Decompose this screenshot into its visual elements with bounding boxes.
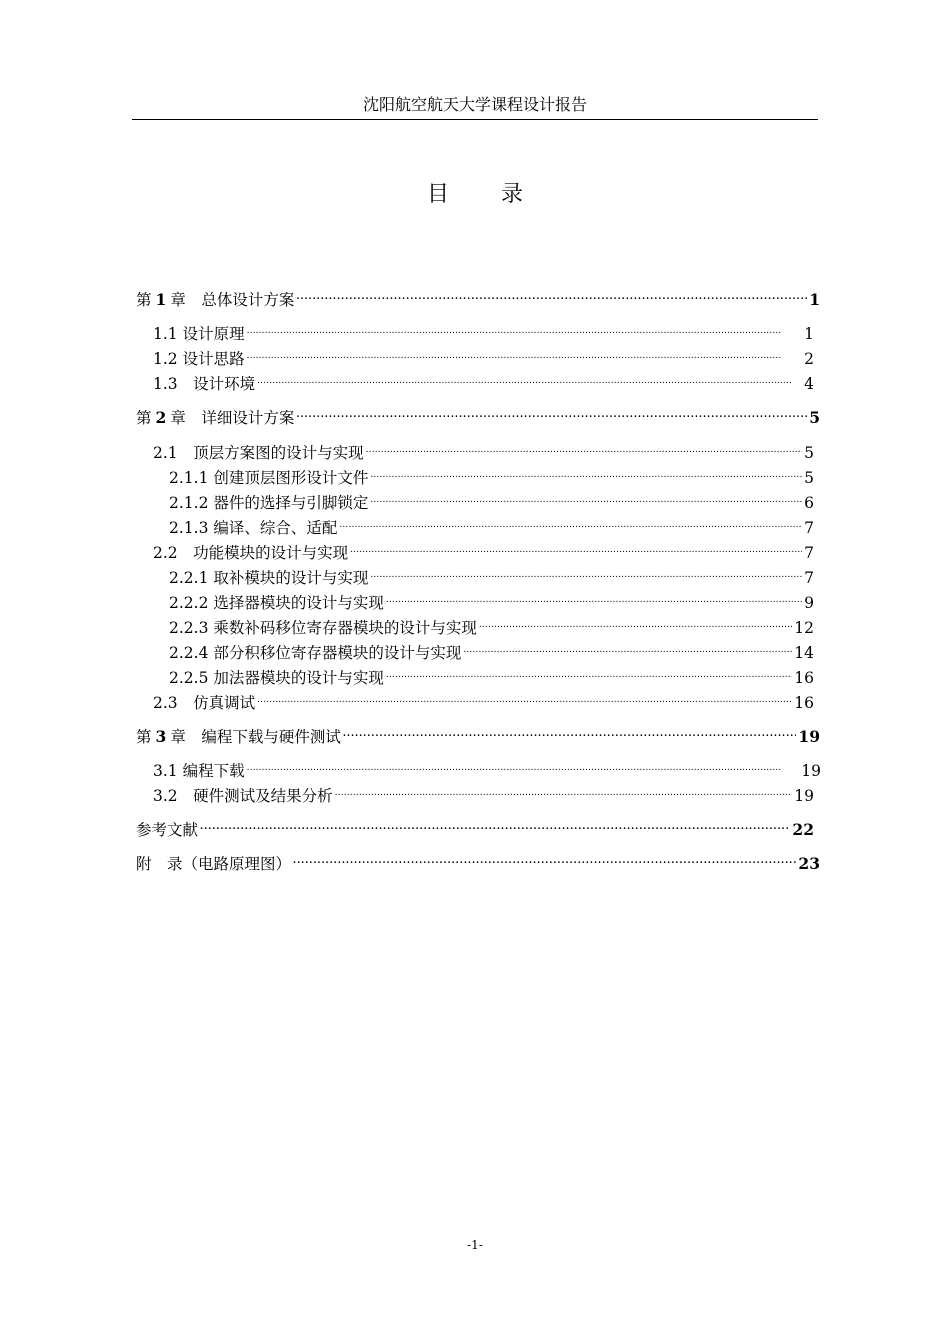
dot-leader	[296, 283, 807, 305]
dot-leader	[339, 511, 802, 533]
dot-leader	[386, 661, 792, 683]
dot-leader	[247, 342, 803, 364]
toc-entry-label: 参考文献	[136, 821, 199, 839]
toc-entry-label: 2.3 仿真调试	[153, 694, 256, 712]
dot-leader	[370, 561, 802, 583]
page-header: 沈阳航空航天大学课程设计报告	[362, 95, 587, 114]
toc-entry-label: 2.1.1 创建顶层图形设计文件	[169, 469, 369, 487]
toc-entry-label: 2.1 顶层方案图的设计与实现	[153, 444, 364, 462]
page-number: -1-	[467, 1238, 483, 1252]
toc-entry-chapter-3[interactable]	[136, 720, 820, 746]
toc-entry-page: 7	[804, 569, 814, 587]
toc-entry-label: 附 录（电路原理图）	[136, 855, 292, 873]
dot-leader	[296, 401, 807, 423]
dot-leader	[479, 611, 792, 633]
toc-entry-2-2-5[interactable]	[169, 661, 814, 687]
dot-leader	[247, 317, 803, 339]
toc-entry-page: 1	[809, 290, 820, 309]
toc-entry-page: 16	[794, 694, 814, 712]
toc-entry-label: 第 1 章 总体设计方案	[136, 290, 295, 309]
toc-title-right: 录	[501, 182, 524, 207]
toc-entry-page: 23	[798, 854, 820, 873]
toc-entry-label: 2.1.2 器件的选择与引脚锁定	[169, 494, 369, 512]
dot-leader	[293, 847, 796, 869]
toc-entry-page: 4	[804, 375, 814, 393]
toc-entry-label: 第 3 章 编程下载与硬件测试	[136, 727, 341, 746]
toc-entry-page: 1	[804, 325, 814, 343]
toc-entry-page: 6	[804, 494, 814, 512]
toc-entry-2-1-1[interactable]	[169, 461, 814, 487]
dot-leader	[350, 536, 802, 558]
toc-entry-label: 3.2 硬件测试及结果分析	[153, 787, 333, 805]
toc-entry-page: 7	[804, 544, 814, 562]
dot-leader	[200, 813, 790, 835]
toc-entry-1-1[interactable]	[153, 317, 814, 343]
dot-leader	[257, 367, 802, 389]
toc-entry-references[interactable]	[136, 813, 814, 839]
toc-entry-label: 2.2.2 选择器模块的设计与实现	[169, 594, 384, 612]
dot-leader	[370, 486, 802, 508]
toc-entry-page: 19	[801, 762, 821, 780]
toc-entry-2-2[interactable]	[153, 536, 814, 562]
toc-entry-label: 2.2.1 取补模块的设计与实现	[169, 569, 369, 587]
toc-entry-label: 2.2.5 加法器模块的设计与实现	[169, 669, 384, 687]
toc-entry-3-2[interactable]	[153, 779, 814, 805]
toc-entry-2-1-2[interactable]	[169, 486, 814, 512]
toc-entry-appendix[interactable]	[136, 847, 820, 873]
dot-leader	[335, 779, 793, 801]
toc-entry-2-2-4[interactable]	[169, 636, 814, 662]
toc-entry-chapter-1[interactable]	[136, 283, 820, 309]
dot-leader	[343, 720, 797, 742]
toc-entry-page: 19	[794, 787, 814, 805]
toc-entry-page: 19	[798, 727, 820, 746]
toc-entry-page: 22	[792, 820, 814, 839]
toc-entry-page: 9	[804, 594, 814, 612]
dot-leader	[366, 436, 802, 458]
dot-leader	[463, 636, 792, 658]
toc-entry-2-2-2[interactable]	[169, 586, 814, 612]
dot-leader	[370, 461, 802, 483]
toc-entry-2-2-3[interactable]	[169, 611, 814, 637]
toc-entry-label: 3.1 编程下载	[153, 762, 245, 780]
toc-entry-2-1-3[interactable]	[169, 511, 814, 537]
toc-entry-label: 1.2 设计思路	[153, 350, 245, 368]
toc-entry-page: 14	[794, 644, 814, 662]
toc-title-left: 目	[426, 182, 449, 207]
toc-entry-label: 2.2.3 乘数补码移位寄存器模块的设计与实现	[169, 619, 477, 637]
toc-entry-page: 5	[804, 444, 814, 462]
toc-entry-label: 2.2 功能模块的设计与实现	[153, 544, 349, 562]
toc-entry-page: 5	[804, 469, 814, 487]
toc-entry-label: 2.2.4 部分积移位寄存器模块的设计与实现	[169, 644, 462, 662]
toc-entry-chapter-2[interactable]	[136, 401, 820, 427]
toc-entry-label: 1.3 设计环境	[153, 375, 256, 393]
toc-entry-2-1[interactable]	[153, 436, 814, 462]
toc-entry-page: 5	[809, 408, 820, 427]
dot-leader	[386, 586, 802, 608]
toc-entry-3-1[interactable]	[153, 754, 821, 780]
toc-entry-page: 16	[794, 669, 814, 687]
toc-entry-2-3[interactable]	[153, 686, 814, 712]
toc-entry-label: 2.1.3 编译、综合、适配	[169, 519, 338, 537]
dot-leader	[247, 754, 800, 776]
toc-entry-label: 1.1 设计原理	[153, 325, 245, 343]
toc-entry-page: 7	[804, 519, 814, 537]
toc-entry-page: 2	[804, 350, 814, 368]
dot-leader	[257, 686, 792, 708]
toc-entry-page: 12	[794, 619, 814, 637]
toc-entry-1-2[interactable]	[153, 342, 814, 368]
toc-entry-1-3[interactable]	[153, 367, 814, 393]
toc-entry-2-2-1[interactable]	[169, 561, 814, 587]
toc-entry-label: 第 2 章 详细设计方案	[136, 408, 295, 427]
